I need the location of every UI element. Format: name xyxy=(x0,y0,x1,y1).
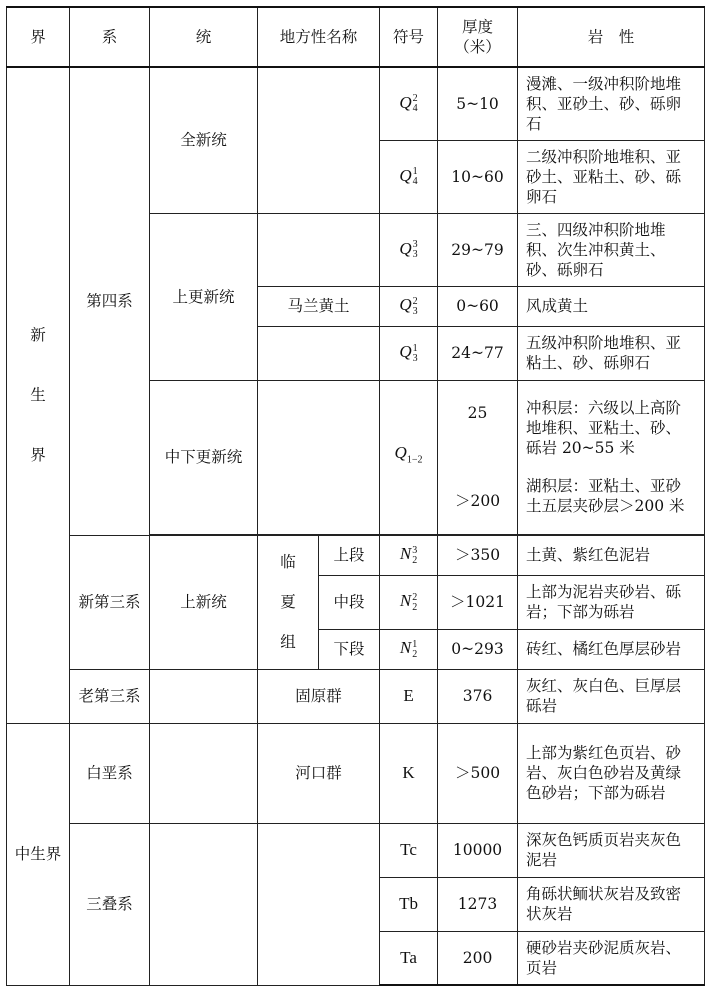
lithology-q1-2: 冲积层：六级以上高阶地堆积、亚粘土、砂、砾岩 20~55 米 湖积层：亚粘土、亚砂土五层夹砂层＞200 米 xyxy=(518,380,705,534)
symbol-e: E xyxy=(380,669,438,723)
series-pliocene: 上新统 xyxy=(150,535,258,669)
local-hekou-group: 河口群 xyxy=(258,723,380,823)
thickness-tc: 10000 xyxy=(438,823,518,877)
thickness-k: ＞500 xyxy=(438,723,518,823)
header-series: 统 xyxy=(150,7,258,67)
header-local-name: 地方性名称 xyxy=(258,7,380,67)
table-row xyxy=(7,67,705,140)
system-cretaceous: 白垩系 xyxy=(70,723,150,823)
lithology-q4-1: 二级冲积阶地堆积、亚砂土、亚粘土、砂、砾卵石 xyxy=(518,140,705,213)
thickness-q3-2: 0~60 xyxy=(438,286,518,326)
symbol-q1-2: $Q_{1-2}$ xyxy=(380,380,438,534)
series-mid-lower-pleistocene: 中下更新统 xyxy=(150,380,258,534)
symbol-n2-3: N 3 2 xyxy=(380,535,438,575)
lithology-q4-2: 漫滩、一级冲积阶地堆积、亚砂土、砂、砾卵石 xyxy=(518,67,705,140)
lithology-n2-3: 土黄、紫红色泥岩 xyxy=(518,535,705,575)
table-row xyxy=(7,535,705,575)
local-empty xyxy=(258,326,380,380)
header-lithology: 岩 性 xyxy=(518,7,705,67)
series-empty xyxy=(150,669,258,723)
thickness-q4-1: 10~60 xyxy=(438,140,518,213)
thickness-q3-3: 29~79 xyxy=(438,213,518,286)
series-empty xyxy=(150,723,258,823)
series-upper-pleistocene: 上更新统 xyxy=(150,213,258,380)
system-paleogene: 老第三系 xyxy=(70,669,150,723)
lithology-q3-2: 风成黄土 xyxy=(518,286,705,326)
member-upper: 上段 xyxy=(319,535,380,575)
lithology-tc: 深灰色钙质页岩夹灰色泥岩 xyxy=(518,823,705,877)
lithology-e: 灰红、灰白色、巨厚层砾岩 xyxy=(518,669,705,723)
header-row xyxy=(7,7,705,67)
symbol-k: K xyxy=(380,723,438,823)
header-thickness: 厚度 （米） xyxy=(438,7,518,67)
lithology-n2-1: 砖红、橘红色厚层砂岩 xyxy=(518,629,705,669)
stratigraphy-table xyxy=(6,6,705,986)
lithology-q3-1: 五级冲积阶地堆积、亚粘土、砂、砾卵石 xyxy=(518,326,705,380)
lithology-k: 上部为紫红色页岩、砂岩、灰白色砂岩及黄绿色砂岩；下部为砾岩 xyxy=(518,723,705,823)
symbol-q3-3: Q 3 3 xyxy=(380,213,438,286)
symbol-n2-1: N 1 2 xyxy=(380,629,438,669)
era-cenozoic: 新 生 界 xyxy=(7,67,70,723)
system-neogene: 新第三系 xyxy=(70,535,150,669)
lithology-q3-3: 三、四级冲积阶地堆积、次生冲积黄土、砂、砾卵石 xyxy=(518,213,705,286)
header-system: 系 xyxy=(70,7,150,67)
era-mesozoic: 中生界 xyxy=(7,723,70,985)
thickness-n2-2: ＞1021 xyxy=(438,575,518,629)
table-row xyxy=(7,823,705,877)
header-era: 界 xyxy=(7,7,70,67)
table-row xyxy=(7,723,705,823)
thickness-tb: 1273 xyxy=(438,877,518,931)
thickness-n2-3: ＞350 xyxy=(438,535,518,575)
thickness-q4-2: 5~10 xyxy=(438,67,518,140)
local-empty xyxy=(258,213,380,286)
symbol-q4-1: Q 1 4 xyxy=(380,140,438,213)
member-middle: 中段 xyxy=(319,575,380,629)
symbol-tc: Tc xyxy=(380,823,438,877)
thickness-q1-2: 25 ＞200 xyxy=(438,380,518,534)
lithology-ta: 硬砂岩夹砂泥质灰岩、页岩 xyxy=(518,931,705,985)
thickness-e: 376 xyxy=(438,669,518,723)
system-quaternary: 第四系 xyxy=(70,67,150,535)
system-triassic: 三叠系 xyxy=(70,823,150,985)
symbol-ta: Ta xyxy=(380,931,438,985)
local-linxia-formation: 临 夏 组 xyxy=(258,535,319,669)
lithology-tb: 角砾状鲕状灰岩及致密状灰岩 xyxy=(518,877,705,931)
symbol-tb: Tb xyxy=(380,877,438,931)
table-row xyxy=(7,669,705,723)
thickness-n2-1: 0~293 xyxy=(438,629,518,669)
local-empty xyxy=(258,67,380,213)
local-empty xyxy=(258,380,380,534)
symbol-q3-1: Q 1 3 xyxy=(380,326,438,380)
local-guyuan-group: 固原群 xyxy=(258,669,380,723)
series-holocene: 全新统 xyxy=(150,67,258,213)
member-lower: 下段 xyxy=(319,629,380,669)
local-malan-loess: 马兰黄土 xyxy=(258,286,380,326)
thickness-q3-1: 24~77 xyxy=(438,326,518,380)
header-symbol: 符号 xyxy=(380,7,438,67)
symbol-n2-2: N 2 2 xyxy=(380,575,438,629)
series-empty xyxy=(150,823,258,985)
symbol-q3-2: Q 2 3 xyxy=(380,286,438,326)
symbol-q4-2: Q 2 4 xyxy=(380,67,438,140)
thickness-ta: 200 xyxy=(438,931,518,985)
local-empty xyxy=(258,823,380,985)
lithology-n2-2: 上部为泥岩夹砂岩、砾岩；下部为砾岩 xyxy=(518,575,705,629)
